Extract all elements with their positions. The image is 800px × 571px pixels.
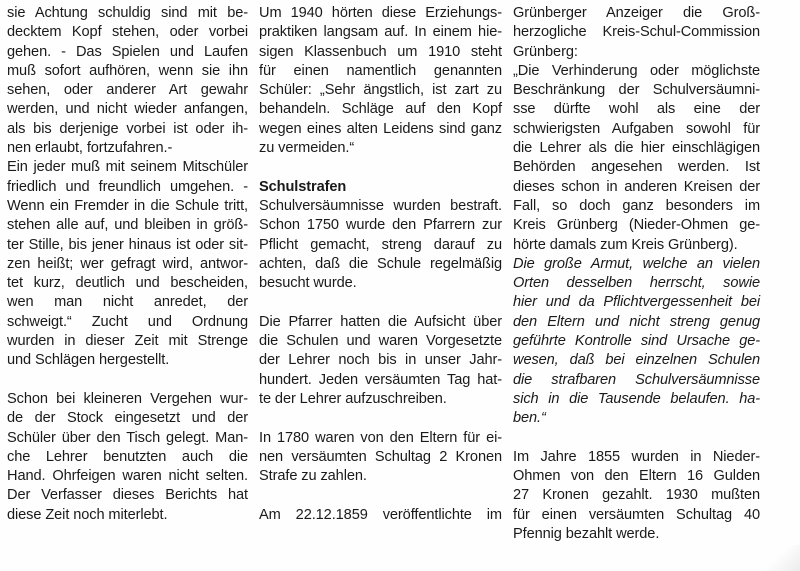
text-line: nen erlaubt, fortzufahren.- — [7, 140, 173, 157]
text-column-3 — [513, 4, 760, 544]
text-column-2 — [259, 4, 502, 525]
text-line: nen versäumten Schultag 2 Kronen — [259, 448, 502, 465]
paragraph-gap — [259, 158, 502, 177]
italic-text-line: wesen, daß bei einzelnen Schulen — [513, 352, 760, 369]
text-line: Schon 1750 wurde den Pfarrern zur — [259, 217, 502, 234]
text-line: tet kurz, deutlich und bescheiden, — [7, 275, 248, 292]
text-line: Kreis Grünberg (Nieder-Ohmen ge- — [513, 217, 760, 234]
text-line: Wenn ein Fremder in die Schule tritt, — [7, 197, 248, 214]
italic-text-line: geführte Kontrolle sind Ursache ge- — [513, 333, 760, 350]
text-line: In 1780 waren von den Eltern für ei- — [259, 429, 502, 446]
text-line: Behörden angesehen werden. Ist — [513, 159, 760, 176]
paragraph-gap — [259, 293, 502, 312]
text-line: muß sofort aufhören, wenn sie ihn — [7, 62, 248, 79]
text-line: Fall, so doch ganz besonders im — [513, 197, 760, 214]
paragraph-gap — [513, 429, 760, 448]
text-line: Ohmen von den Eltern 16 Gulden — [513, 468, 760, 485]
text-line: achten, daß die Schule regelmäßig — [259, 255, 502, 272]
text-line: Die Pfarrer hatten die Aufsicht über — [259, 313, 502, 330]
section-heading: Schulstrafen — [259, 178, 347, 195]
text-line: Am 22.12.1859 veröffentlichte im — [259, 506, 502, 523]
paragraph-gap — [259, 486, 502, 505]
italic-text-line: Die große Armut, welche an vielen — [513, 255, 760, 272]
text-line: zen heißt; wer gefragt wird, antwor- — [7, 255, 248, 272]
text-line: für einen namentlich genannten — [259, 62, 502, 79]
text-line: werden, und nicht wieder anfangen, — [7, 101, 248, 118]
text-line: diese Zeit noch miterlebt. — [7, 506, 168, 523]
text-line: friedlich und freundlich umgehen. - — [7, 178, 248, 195]
text-line: stehen alle auf, und bleiben in größ- — [7, 217, 248, 234]
text-line: besucht wurde. — [259, 275, 357, 292]
text-line: der Lehrer noch bis in unser Jahr- — [259, 352, 502, 369]
text-line: Strafe zu zahlen. — [259, 468, 367, 485]
text-line: Pflicht gemacht, streng darauf zu — [259, 236, 502, 253]
text-line: hundert. Jeden versäumten Tag hat- — [259, 371, 502, 388]
text-line: als bis derjenige vorbei ist oder ih- — [7, 120, 248, 137]
text-line: sehen, oder anderer Art gewahr — [7, 82, 248, 99]
italic-text-line: Orten desselben herrscht, sowie — [513, 275, 760, 292]
text-line: Schon bei kleineren Vergehen wur- — [7, 390, 248, 407]
text-line: 27 Kronen gezahlt. 1930 mußten — [513, 487, 760, 504]
text-line: Schüler über den Tisch gelegt. Man- — [7, 429, 248, 446]
text-column-1 — [7, 4, 248, 525]
italic-text-line: ben.“ — [513, 410, 546, 427]
text-line: behandeln. Schläge auf den Kopf — [259, 101, 502, 118]
text-line: Im Jahre 1855 wurden in Nieder- — [513, 448, 760, 465]
text-line: wen man nicht anredet, der — [7, 294, 248, 311]
text-line: schweigt.“ Zucht und Ordnung — [7, 313, 248, 330]
paragraph-gap — [259, 409, 502, 428]
text-line: sse dürfte wohl als eine der — [513, 101, 760, 118]
text-line: die Schulen und waren Vorgesetzte — [259, 333, 502, 350]
text-line: te der Lehrer aufzuschreiben. — [259, 390, 447, 407]
italic-text-line: die strafbaren Schulversäumnisse — [513, 371, 760, 388]
text-line: dieses schon in anderen Kreisen der — [513, 178, 760, 195]
text-line: decktem Kopf stehen, oder vorbei — [7, 24, 248, 41]
text-line: sigen Klassenbuch um 1910 steht — [259, 43, 502, 60]
italic-text-line: hier und da Pflichtvergessenheit bei — [513, 294, 760, 311]
italic-text-line: sich in die Tausende belaufen. ha- — [513, 390, 760, 407]
text-line: Grünberger Anzeiger die Groß- — [513, 5, 760, 21]
text-line: schwierigsten Aufgaben sowohl für — [513, 120, 760, 137]
text-line: herzogliche Kreis-Schul-Commission — [513, 24, 760, 41]
text-line: che Lehrer benutzten auch die — [7, 448, 248, 465]
text-line: für einen versäumten Schultag 40 — [513, 506, 760, 523]
text-line: Beschränkung der Schulversäumni- — [513, 82, 760, 99]
text-line: gehen. - Das Spielen und Laufen — [7, 43, 248, 60]
text-line: wurden in dieser Zeit mit Strenge — [7, 333, 248, 350]
text-line: Ein jeder muß mit seinem Mitschüler — [7, 159, 248, 176]
text-line: zu vermeiden.“ — [259, 140, 355, 157]
text-line: de der Stock eingesetzt und der — [7, 410, 248, 427]
text-line: Hand. Ohrfeigen waren nicht selten. — [7, 468, 248, 485]
text-line: praktiken langsam auf. In einem hie- — [259, 24, 502, 41]
text-line: Um 1940 hörten diese Erziehungs- — [259, 5, 502, 21]
text-line: sie Achtung schuldig sind mit be- — [7, 5, 248, 21]
text-line: Pfennig bezahlt werde. — [513, 526, 660, 543]
text-line: ter Stille, bis jener hinaus ist oder sit- — [7, 236, 248, 253]
page-corner-shadow — [764, 545, 800, 571]
text-line: Schüler: „Sehr ängstlich, ist zart zu — [259, 82, 502, 99]
text-line: Der Verfasser dieses Berichts hat — [7, 487, 248, 504]
text-line: hörte damals zum Kreis Grünberg). — [513, 236, 738, 253]
italic-text-line: den Eltern und nicht streng genug — [513, 313, 760, 330]
text-line: Schulversäumnisse wurden bestraft. — [259, 197, 502, 214]
text-line: „Die Verhinderung oder möglichste — [513, 62, 760, 79]
paragraph-gap — [7, 371, 248, 390]
text-line: Grünberg: — [513, 43, 578, 60]
text-line: und Schlägen hergestellt. — [7, 352, 170, 369]
text-line: die Lehrer als die hier einschlägigen — [513, 140, 760, 157]
text-line: wegen eines alten Leidens sind ganz — [259, 120, 502, 137]
